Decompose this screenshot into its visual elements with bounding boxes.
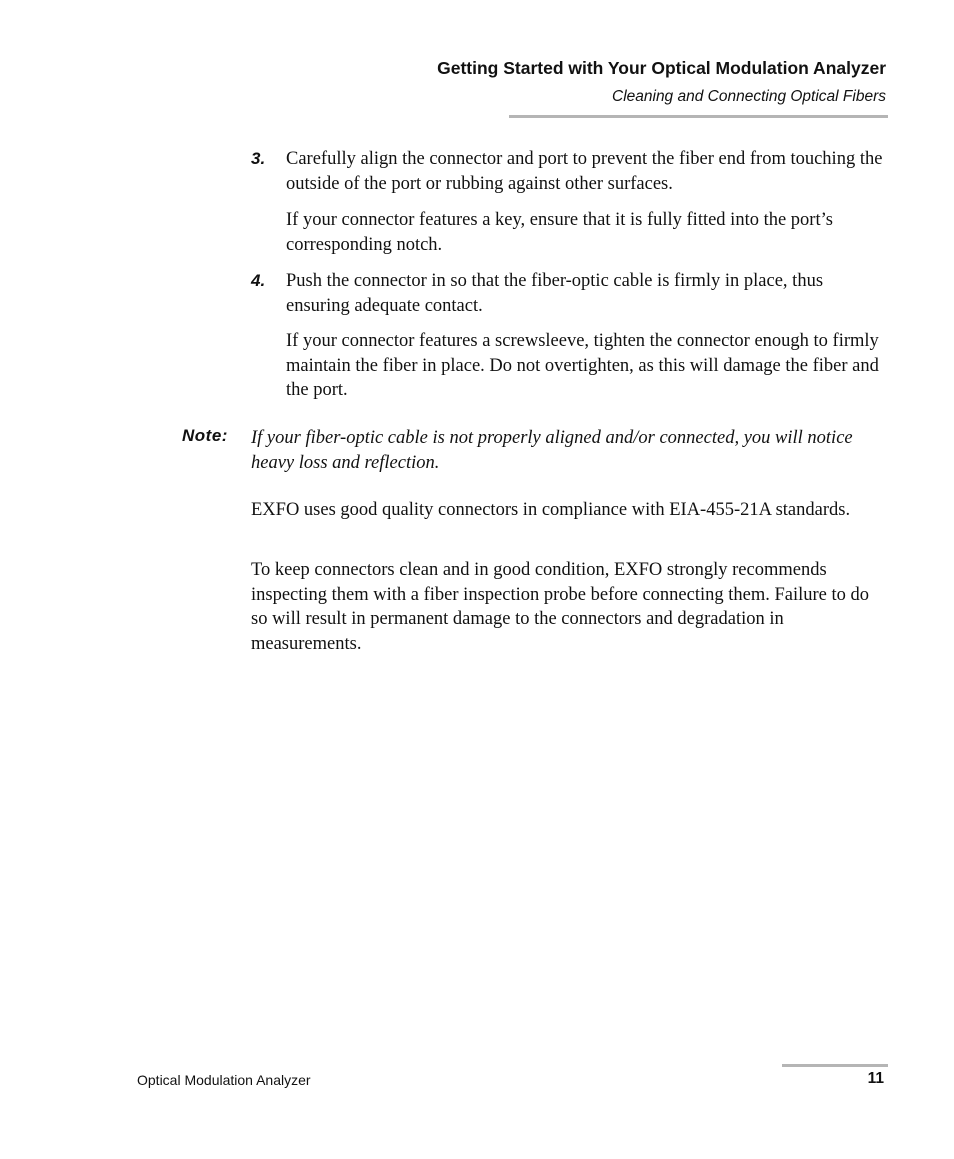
note-text: If your fiber-optic cable is not properly aligned and/or connected, you will notice heavy loss and reflection. — [251, 428, 853, 473]
footer-divider — [782, 1064, 888, 1067]
header-subtitle: Cleaning and Connecting Optical Fibers — [612, 88, 886, 105]
header-divider — [509, 115, 888, 118]
step-number: 3. — [251, 149, 266, 168]
step-number: 4. — [251, 271, 266, 290]
note-label: Note: — [182, 426, 228, 445]
step-4-followup: If your connector features a screwsleeve, tighten the connector enough to firmly maintain the fiber in place. Do not overtighten, as this will damage the fiber and the port. — [286, 331, 879, 400]
step-text: Carefully align the connector and port to prevent the fiber end from touching the outside of the port or rubbing against other surfaces. — [286, 149, 883, 194]
header-title: Getting Started with Your Optical Modulation Analyzer — [437, 58, 886, 78]
body-paragraph: EXFO uses good quality connectors in compliance with EIA-455-21A standards. — [251, 500, 851, 520]
footer-product-name: Optical Modulation Analyzer — [137, 1072, 311, 1088]
step-3-followup: If your connector features a key, ensure that it is fully fitted into the port’s corresponding notch. — [286, 210, 833, 255]
page-number: 11 — [867, 1070, 884, 1087]
step-text: Push the connector in so that the fiber-optic cable is firmly in place, thus ensuring adequate contact. — [286, 271, 824, 316]
body-paragraph: To keep connectors clean and in good condition, EXFO strongly recommends inspecting them with a fiber inspection probe before connecting them. Failure to do so will result in permanent damage to the connectors and degradation in measurements. — [251, 560, 870, 654]
